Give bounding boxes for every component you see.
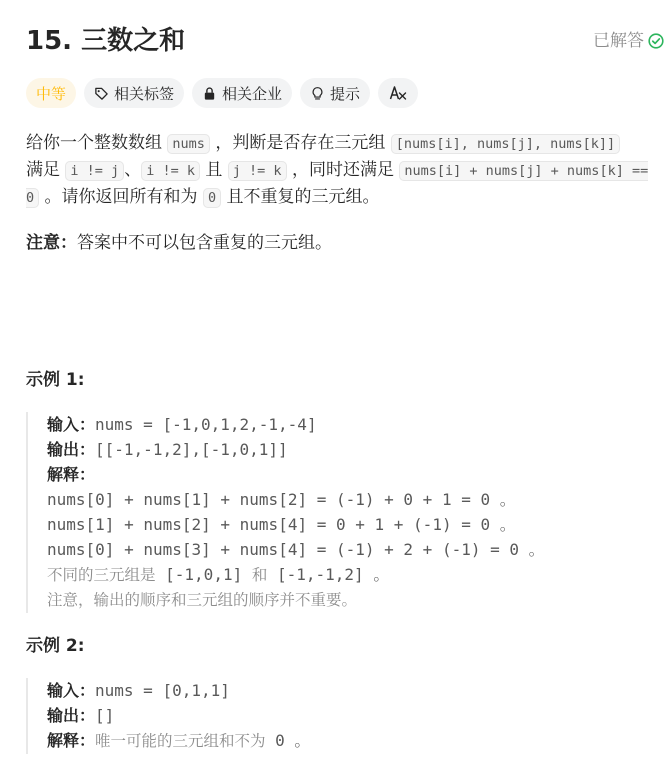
example-2-output xyxy=(47,703,310,728)
note-paragraph xyxy=(26,230,332,256)
explain-line: nums[0] + nums[3] + nums[4] = (-1) + 2 + (-1) = 0 。 xyxy=(47,540,545,559)
desc-text: ，判断是否存在三元组 xyxy=(215,133,386,153)
tag-bar xyxy=(26,78,418,108)
input-label: 输入： xyxy=(47,415,96,434)
desc-text: ，同时还满足 xyxy=(291,160,394,180)
example-1-block xyxy=(26,412,545,613)
input-value: nums = [0,1,1] xyxy=(95,681,230,700)
check-circle-icon xyxy=(648,33,664,49)
example-1-output xyxy=(47,437,545,462)
explain-line: nums[0] + nums[1] + nums[2] = (-1) + 0 + 1 = 0 。 xyxy=(47,490,516,509)
companies-tag-button[interactable] xyxy=(192,78,292,108)
solved-status xyxy=(593,28,664,54)
distinct-triplet: [-1,0,1] xyxy=(155,565,252,584)
inline-code-nums: nums xyxy=(167,134,210,154)
distinct-text: 和 xyxy=(251,566,268,584)
difficulty-tag[interactable]: 中等 xyxy=(26,78,76,108)
tag-icon xyxy=(94,86,109,101)
explain-label: 解释： xyxy=(47,731,96,750)
example-2-title: 示例 2: xyxy=(26,636,85,656)
lock-icon xyxy=(202,86,217,101)
example-1-explain xyxy=(47,462,545,487)
distinct-triplet: [-1,-1,2] 。 xyxy=(267,565,390,584)
output-label: 输出： xyxy=(47,706,96,725)
inline-code-i-ne-k: i != k xyxy=(141,161,200,181)
hint-tag-label: 提示 xyxy=(330,84,361,103)
example-2-explain xyxy=(47,728,310,754)
explain-text: 唯一可能的三元组和不为 xyxy=(95,732,266,750)
inline-code-triplet: [nums[i], nums[j], nums[k]] xyxy=(391,134,620,154)
desc-text: 且不重复的三元组。 xyxy=(226,187,380,207)
problem-description xyxy=(26,130,666,211)
output-label: 输出： xyxy=(47,440,96,459)
output-value: [] xyxy=(95,706,115,725)
problem-title: 15. 三数之和 xyxy=(26,26,186,56)
inline-code-j-ne-k: j != k xyxy=(228,161,287,181)
order-note: 注意，输出的顺序和三元组的顺序并不重要。 xyxy=(47,591,358,609)
distinct-line xyxy=(47,562,545,588)
companies-tag-label: 相关企业 xyxy=(222,84,283,103)
translate-button[interactable] xyxy=(378,78,418,108)
example-1-input xyxy=(47,412,545,437)
inline-code-i-ne-j: i != j xyxy=(65,161,124,181)
explain-zero: 0 。 xyxy=(265,731,311,750)
distinct-text: 不同的三元组是 xyxy=(47,566,156,584)
explain-line: nums[1] + nums[2] + nums[4] = 0 + 1 + (-1) = 0 。 xyxy=(47,515,516,534)
desc-text: 。请你返回所有和为 xyxy=(44,187,198,207)
input-value: nums = [-1,0,1,2,-1,-4] xyxy=(95,415,317,434)
inline-code-sum: nums[i] + nums[j] + nums[k] == 0 xyxy=(26,163,649,206)
translate-icon xyxy=(389,85,407,101)
topics-tag-label: 相关标签 xyxy=(114,84,175,103)
solved-label: 已解答 xyxy=(593,31,644,51)
explain-label: 解释： xyxy=(47,465,96,484)
desc-text: 满足 xyxy=(26,160,60,180)
title-row xyxy=(26,22,664,60)
topics-tag-button[interactable] xyxy=(84,78,184,108)
input-label: 输入： xyxy=(47,681,96,700)
note-label: 注意： xyxy=(26,233,77,253)
desc-text: 且 xyxy=(205,160,223,180)
example-2-input xyxy=(47,678,310,703)
example-1-title: 示例 1: xyxy=(26,370,85,390)
hint-tag-button[interactable] xyxy=(300,78,370,108)
inline-code-zero: 0 xyxy=(203,188,221,208)
lightbulb-icon xyxy=(310,86,325,101)
desc-text: 给你一个整数数组 xyxy=(26,133,162,153)
desc-text: 、 xyxy=(124,160,142,180)
example-2-block xyxy=(26,678,310,754)
note-text: 答案中不可以包含重复的三元组。 xyxy=(77,233,332,253)
output-value: [[-1,-1,2],[-1,0,1]] xyxy=(95,440,288,459)
